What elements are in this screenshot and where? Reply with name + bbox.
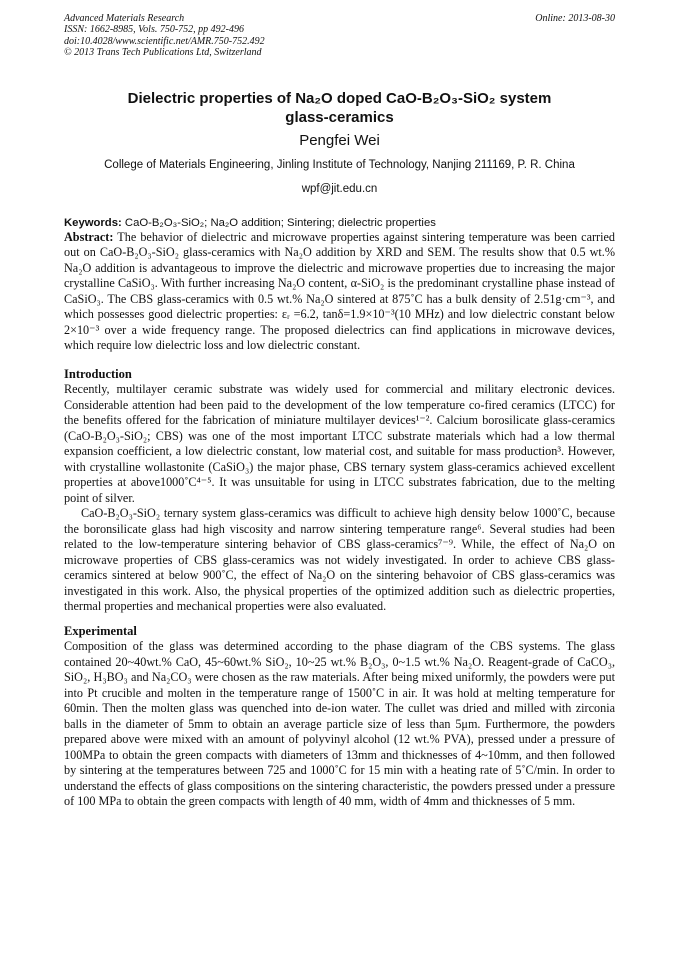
abstract-text: The behavior of dielectric and microwave properties against sintering temperature was been carried out on CaO-B₂O₃-SiO₂ glass-ceramics with Na₂O addition by XRD and SEM. The results show that 0.5 wt.% Na₂O addition is advantageous to improve the dielectric and microwave properties due to increasing the major crystalline CaSiO₃. With further increasing Na₂O content, α-SiO₂ is the predominant crystalline phase instead of CaSiO₃. The CBS glass-ceramics with 0.5 wt.% Na₂O sintered at 875˚C has a bulk density of 2.51g·cm⁻³, and which possesses good dielectric properties: εᵣ =6.2, tanδ=1.9×10⁻³(10 MHz) and low dielectric constant below 2×10⁻³ over a wide frequency range. The proposed dielectrics can find applications in microwave devices, which require low dielectric loss and low dielectric constant. <box>64 229 616 353</box>
paper-page <box>64 13 615 810</box>
author-email: wpf@jit.edu.cn <box>301 182 378 195</box>
abstract <box>64 230 615 354</box>
introduction-heading: Introduction <box>64 366 132 381</box>
online-date: Online: 2013-08-30 <box>535 13 615 24</box>
keywords <box>64 216 615 230</box>
keywords-text: CaO-B₂O₃-SiO₂; Na₂O addition; Sintering; dielectric properties <box>124 216 436 229</box>
copyright-line: © 2013 Trans Tech Publications Ltd, Switzerland <box>64 47 262 59</box>
abstract-label: Abstract: <box>64 229 114 244</box>
introduction-paragraph: Recently, multilayer ceramic substrate was widely used for commercial and military electronic devices. Considerable attention had been paid to the development of the low temperature co-fired ceramics (LTCC) for the benefits offered for the fabrication of miniature multilayer devices¹⁻². Calcium borosilicate glass-ceramics (CaO-B₂O₃-SiO₂; CBS) was one of the most important LTCC substrate materials which had a low thermal expansion coefficient, a low dielectric constant, low material cost, and suitable for mass production³. However, with crystalline wollastonite (CaSiO₃) the major phase, CBS ternary system glass-ceramics achieved excellent properties at above1000˚C⁴⁻⁵. It was unsuitable for using in LTCC substrates fabrication, due to the melting point of silver. <box>64 382 615 505</box>
journal-name: Advanced Materials Research <box>64 13 185 24</box>
paper-title: Dielectric properties of Na₂O doped CaO-B₂O₃-SiO₂ system glass-ceramics <box>127 89 552 126</box>
running-header <box>64 13 615 59</box>
experimental-paragraph: Composition of the glass was determined according to the phase diagram of the CBS systems. The glass contained 20~40wt.% CaO, 45~60wt.% SiO₂, 10~25 wt.% B₂O₃, 0~1.5 wt.% Na₂O. Reagent-grade of CaCO₃, SiO₂, H₃BO₃ and Na₂CO₃ were chosen as the raw materials. After being mixed uniformly, the powders were put into Pt crucible and molten in the temperature range of 1500˚C in air. It was hold at melting temperature for 60min. Then the molten glass was quenched into de-ion water. The cullet was dried and milled with zirconia balls in the diameter of 5mm to obtain an average particle size of less than 5μm. Furthermore, the powders prepared above were mixed with an amount of polyvinyl alcohol (12 wt.% PVA), pressed under a pressure of 100MPa to obtain the green compacts with diameters of 13mm and thicknesses of 4~10mm, and then followed by sintering at the temperatures between 725 and 1000˚C for 15 min with a heating rate of 5˚C/min. In order to understand the effects of glass compositions on the sintering characteristic, the powders pressed under a pressure of 100 MPa to obtain the green compacts with length of 40 mm, width of 4mm and thicknesses of 5 mm. <box>64 639 615 809</box>
keywords-label: Keywords: <box>64 216 122 229</box>
experimental-heading: Experimental <box>64 623 137 638</box>
issn-line: ISSN: 1662-8985, Vols. 750-752, pp 492-496 <box>64 24 244 36</box>
doi-line: doi:10.4028/www.scientific.net/AMR.750-752.492 <box>64 35 265 47</box>
author-name: Pengfei Wei <box>299 131 380 149</box>
author-affiliation: College of Materials Engineering, Jinling Institute of Technology, Nanjing 211169, P. R. China <box>104 158 575 171</box>
introduction-paragraph: CaO-B₂O₃-SiO₂ ternary system glass-ceramics was difficult to achieve high density below 1000˚C, because the boronsilicate glass had high viscosity and narrow sintering temperature range⁶. Several studies had been related to the low-temperature sintering behavior of CBS glass-ceramics⁷⁻⁹. While, the effect of Na₂O on microwave properties of CBS glass-ceramics was not widely investigated. In order to achieve CBS glass-ceramics sintered at below 900˚C, the effect of Na₂O on the sintering behavoior of CBS glass-ceramics was investigated in this work. Also, the physical properties of the optimized addition such as dielectric properties, thermal properties and mechanical properties were also evaluated. <box>64 506 615 614</box>
